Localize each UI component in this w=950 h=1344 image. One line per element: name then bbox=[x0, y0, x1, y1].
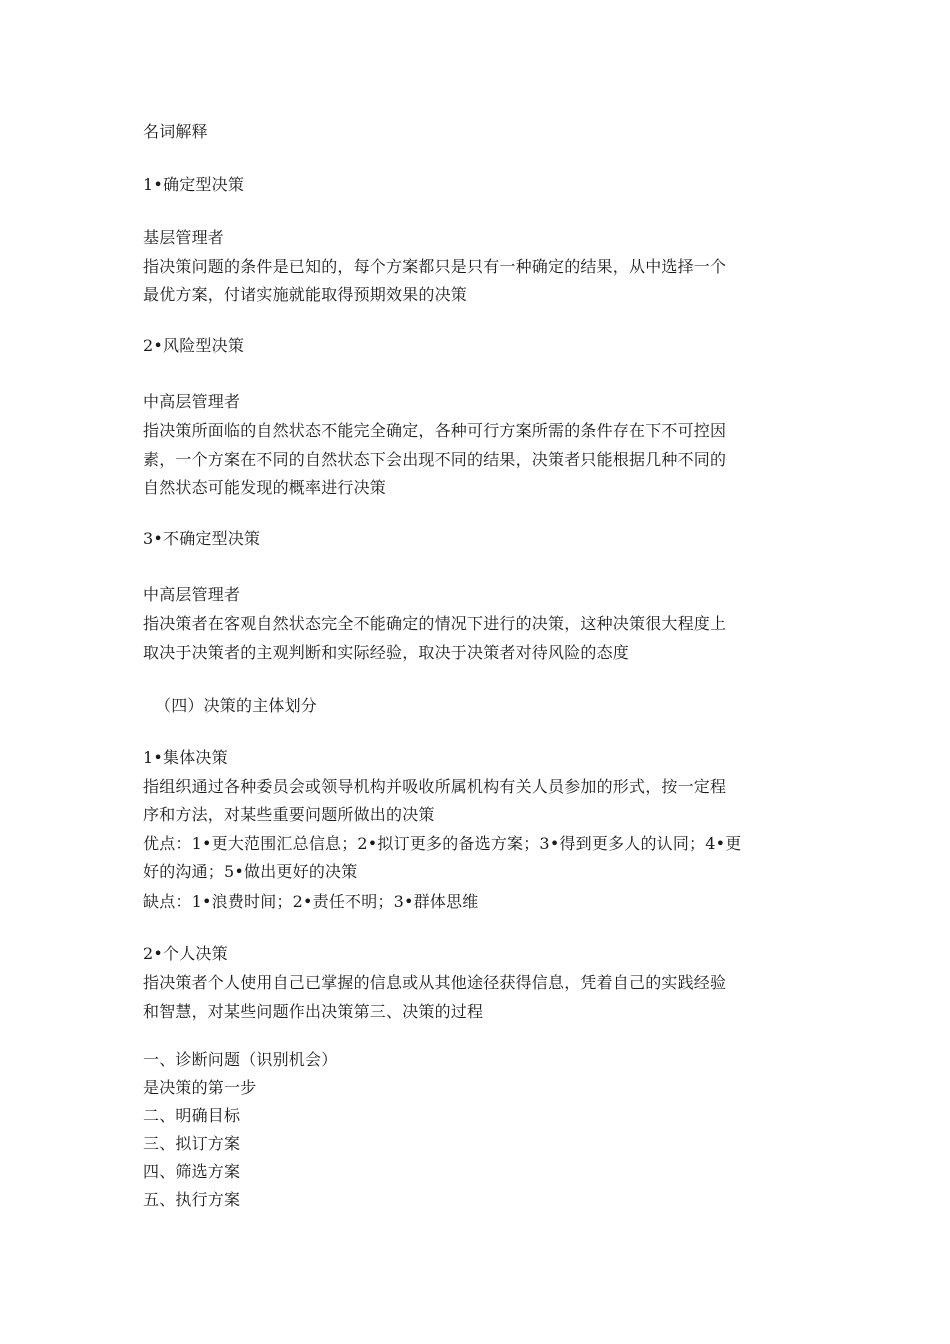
process-step: 二、明确目标 bbox=[143, 1106, 241, 1125]
term-heading: 2•风险型决策 bbox=[143, 336, 245, 355]
definition-text: 取决于决策者的主观判断和实际经验，取决于决策者对待风险的态度 bbox=[143, 643, 630, 662]
section-title: 名词解释 bbox=[143, 122, 208, 141]
process-step: 一、诊断问题（识别机会） bbox=[143, 1050, 338, 1069]
subsection-heading: （四）决策的主体划分 bbox=[155, 696, 318, 715]
manager-level: 中高层管理者 bbox=[143, 585, 241, 604]
definition-text: 序和方法，对某些重要问题所做出的决策 bbox=[143, 805, 435, 824]
definition-text: 素，一个方案在不同的自然状态下会出现不同的结果，决策者只能根据几种不同的 bbox=[143, 450, 727, 469]
term-heading: 3•不确定型决策 bbox=[143, 529, 261, 548]
advantages-text: 优点：1•更大范围汇总信息；2•拟订更多的备选方案；3•得到更多人的认同；4•更 bbox=[143, 834, 742, 853]
definition-text: 和智慧，对某些问题作出决策第三、决策的过程 bbox=[143, 1002, 484, 1021]
definition-text: 自然状态可能发现的概率进行决策 bbox=[143, 478, 387, 497]
term-heading: 1•确定型决策 bbox=[143, 175, 245, 194]
process-step: 四、筛选方案 bbox=[143, 1162, 241, 1181]
definition-text: 指组织通过各种委员会或领导机构并吸收所属机构有关人员参加的形式，按一定程 bbox=[143, 777, 727, 796]
definition-text: 指决策所面临的自然状态不能完全确定，各种可行方案所需的条件存在下不可控因 bbox=[143, 421, 727, 440]
disadvantages-text: 缺点：1•浪费时间；2•责任不明；3•群体思维 bbox=[143, 892, 479, 911]
manager-level: 中高层管理者 bbox=[143, 392, 241, 411]
term-heading: 1•集体决策 bbox=[143, 748, 228, 767]
process-step-note: 是决策的第一步 bbox=[143, 1078, 257, 1097]
definition-text: 指决策者在客观自然状态完全不能确定的情况下进行的决策，这种决策很大程度上 bbox=[143, 614, 727, 633]
manager-level: 基层管理者 bbox=[143, 228, 225, 247]
definition-text: 指决策问题的条件是已知的，每个方案都只是只有一种确定的结果，从中选择一个 bbox=[143, 257, 727, 276]
definition-text: 最优方案，付诸实施就能取得预期效果的决策 bbox=[143, 285, 468, 304]
advantages-text: 好的沟通；5•做出更好的决策 bbox=[143, 862, 358, 881]
process-step: 五、执行方案 bbox=[143, 1190, 241, 1209]
process-step: 三、拟订方案 bbox=[143, 1134, 241, 1153]
term-heading: 2•个人决策 bbox=[143, 944, 228, 963]
definition-text: 指决策者个人使用自己已掌握的信息或从其他途径获得信息，凭着自己的实践经验 bbox=[143, 973, 727, 992]
